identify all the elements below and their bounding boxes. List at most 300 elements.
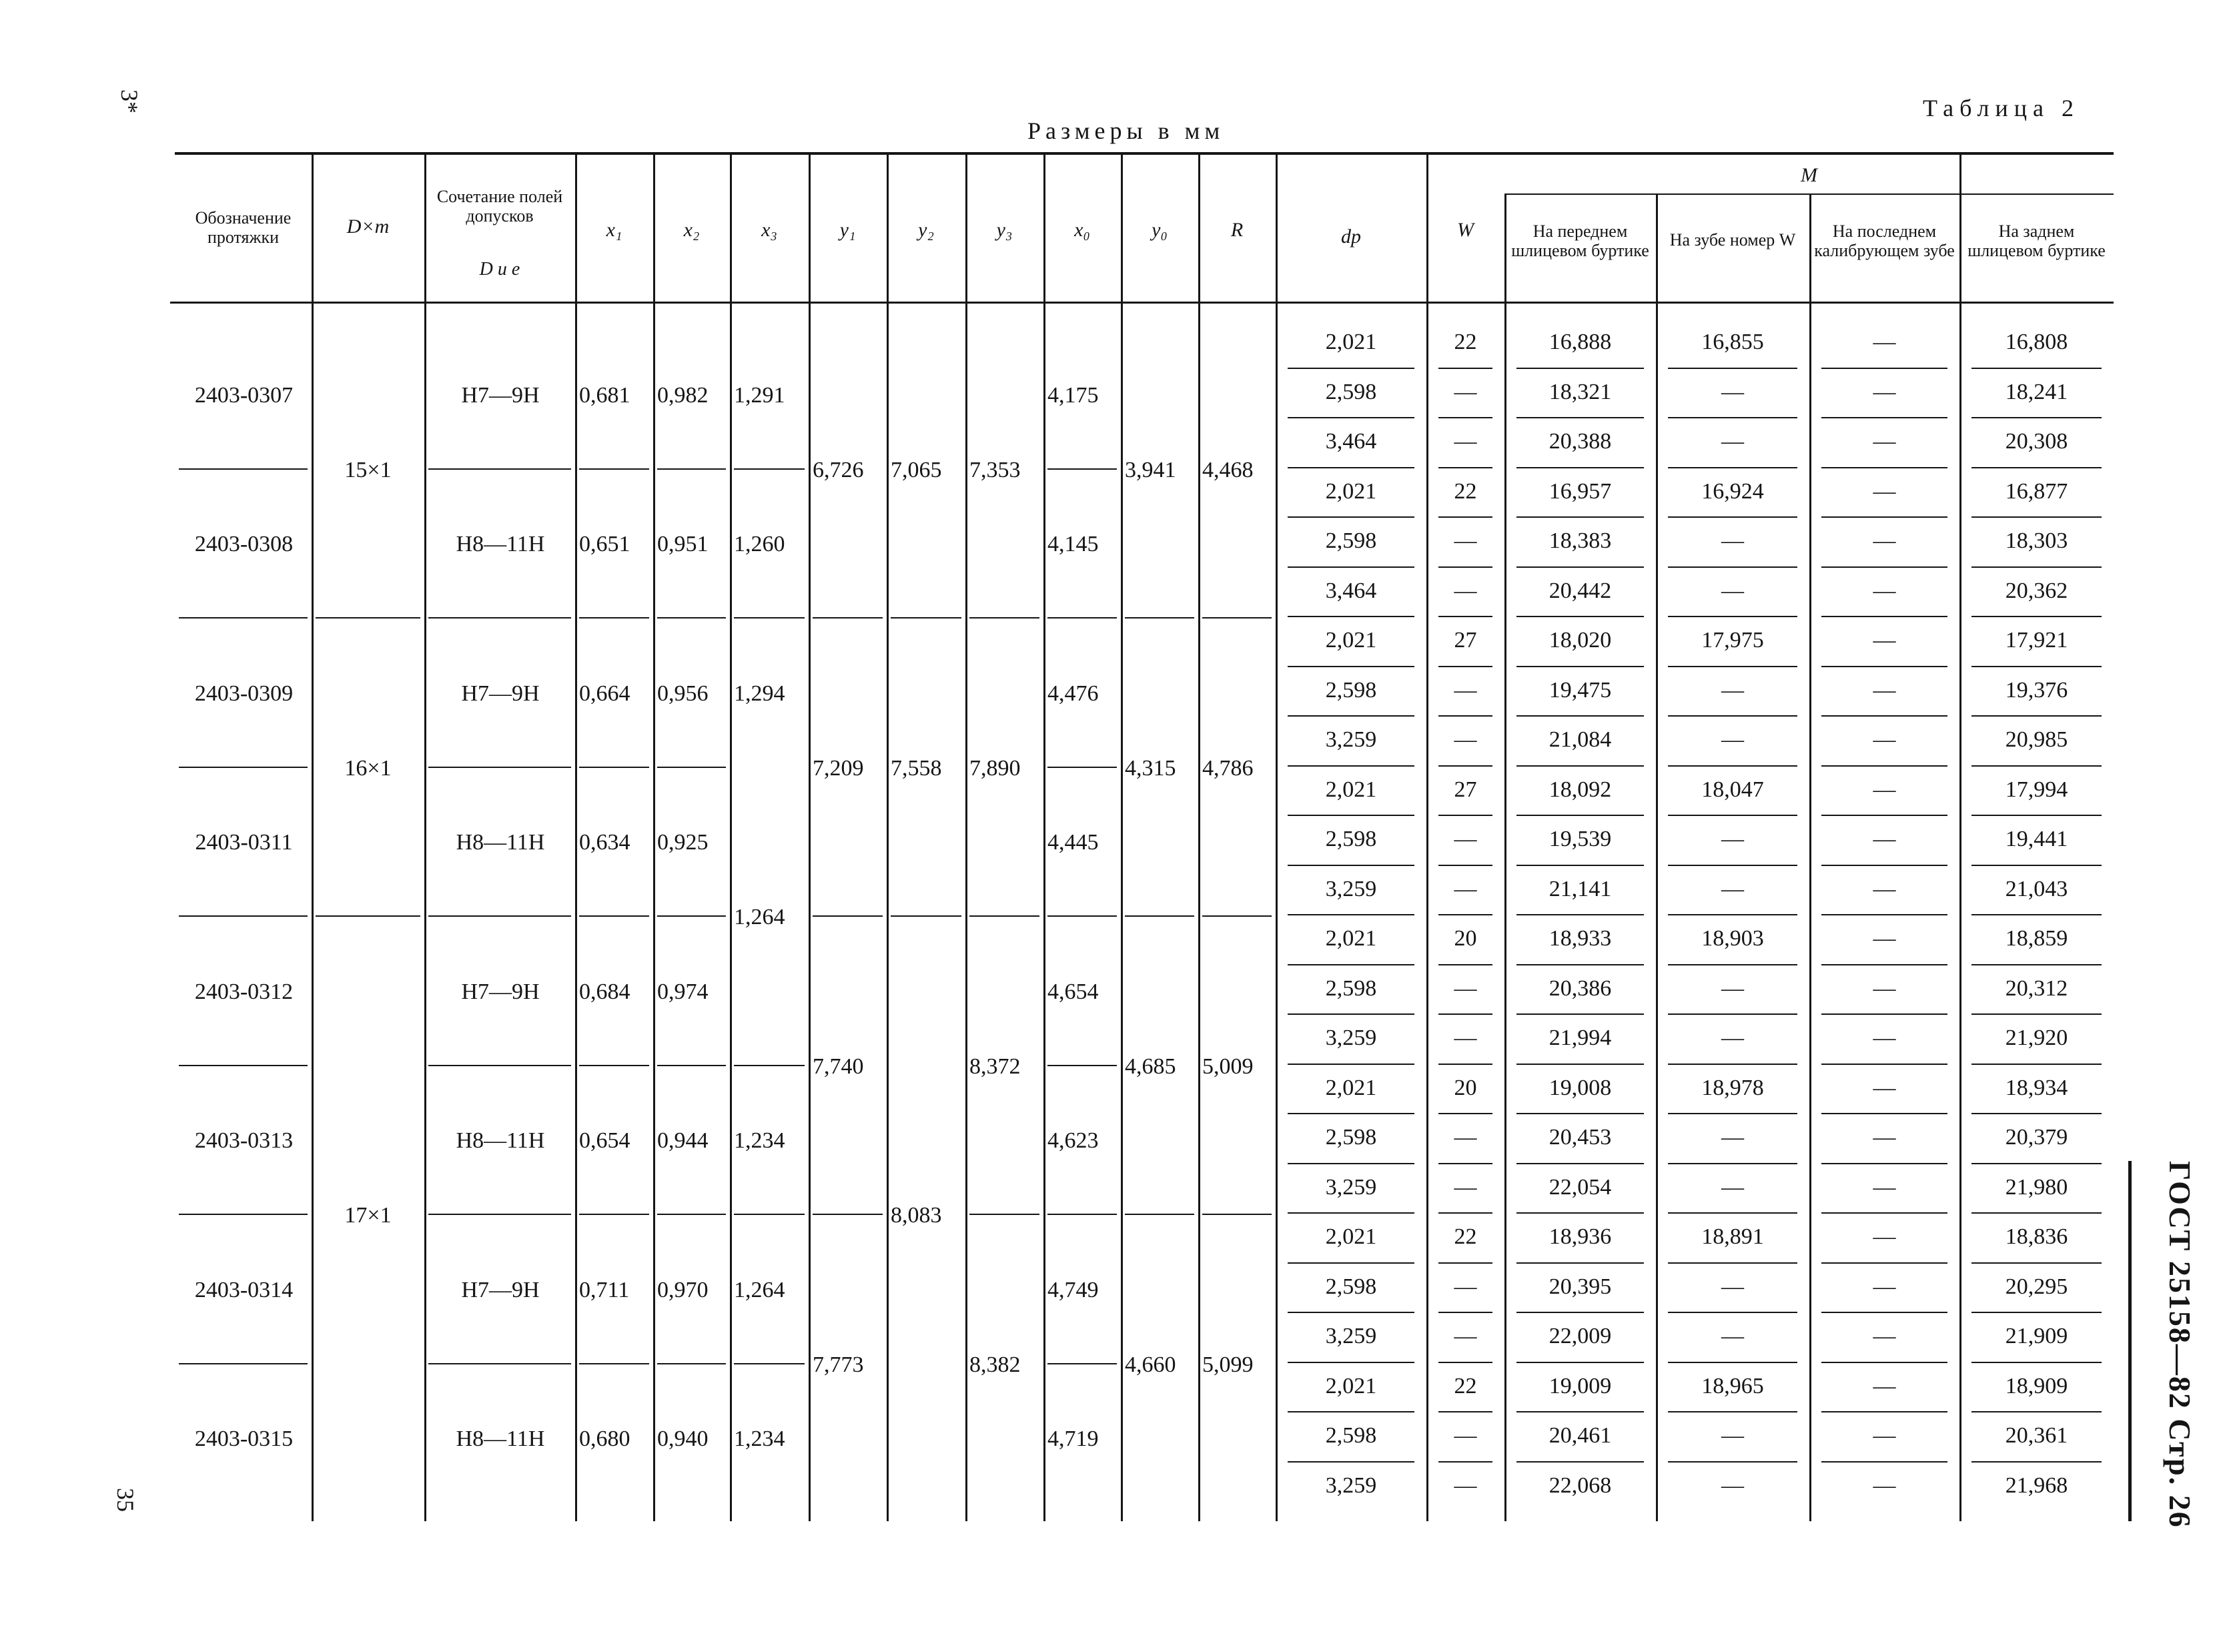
- row-rule: [1668, 368, 1797, 369]
- group-rule: [579, 767, 649, 768]
- cell-y2: 7,065: [891, 457, 942, 482]
- cell-y3: 8,372: [969, 1054, 1021, 1079]
- cell-m4: 19,376: [2005, 677, 2068, 703]
- cell-m1: 18,092: [1548, 777, 1612, 802]
- group-rule: [1202, 617, 1272, 618]
- cell-m4: 17,994: [2005, 777, 2068, 802]
- column-divider: [1198, 155, 1200, 1521]
- row-rule: [1668, 1362, 1797, 1363]
- cell-m2: —: [1721, 1473, 1744, 1498]
- cell-m2: —: [1721, 1174, 1744, 1200]
- cell-m2: 18,903: [1701, 926, 1764, 951]
- cell-dp: 3,464: [1325, 429, 1377, 454]
- row-rule: [1821, 1212, 1947, 1214]
- sheet-mark: 3*: [116, 89, 143, 113]
- gost-standard-label: ГОСТ 25158—82 Стр. 26: [2163, 1161, 2197, 1529]
- row-rule: [1288, 368, 1414, 369]
- row-rule: [1516, 815, 1644, 816]
- row-rule: [1821, 1262, 1947, 1264]
- cell-w: —: [1454, 1423, 1477, 1448]
- group-rule: [1047, 1214, 1117, 1215]
- group-rule: [316, 617, 420, 618]
- cell-x2: 0,951: [657, 532, 709, 557]
- cell-m4: 20,985: [2005, 727, 2068, 752]
- cell-dp: 2,598: [1325, 528, 1377, 553]
- row-rule: [1821, 516, 1947, 518]
- cell-designation: 2403-0307: [194, 382, 294, 408]
- cell-m4: 21,043: [2005, 876, 2068, 901]
- column-divider: [312, 155, 314, 1521]
- group-rule: [734, 1363, 805, 1364]
- row-rule: [1668, 1163, 1797, 1164]
- group-rule: [179, 1065, 308, 1066]
- cell-w: 27: [1454, 777, 1477, 802]
- col-header-m: M: [1801, 164, 1817, 186]
- cell-w: 27: [1454, 628, 1477, 653]
- col-header-m_tooth: На зубе номер W: [1669, 230, 1796, 250]
- cell-dp: 3,259: [1325, 1324, 1377, 1348]
- row-rule: [1438, 1163, 1492, 1164]
- group-rule: [579, 1065, 649, 1066]
- group-rule: [657, 617, 726, 618]
- cell-dp: 3,259: [1325, 1174, 1377, 1200]
- cell-tolerance: H8—11H: [456, 1128, 545, 1154]
- row-rule: [1821, 715, 1947, 717]
- row-rule: [1516, 666, 1644, 667]
- cell-m3: —: [1873, 1423, 1896, 1448]
- row-rule: [1438, 715, 1492, 717]
- cell-designation: 2403-0315: [194, 1426, 294, 1452]
- row-rule: [1288, 1013, 1414, 1015]
- cell-dp: 2,021: [1325, 1373, 1377, 1398]
- cell-x1: 0,680: [579, 1426, 630, 1452]
- group-rule: [1125, 617, 1194, 618]
- group-rule: [179, 767, 308, 768]
- cell-m3: —: [1873, 777, 1896, 802]
- cell-x2: 0,925: [657, 830, 709, 855]
- cell-tolerance: H7—9H: [461, 681, 540, 706]
- group-rule: [428, 1214, 571, 1215]
- row-rule: [1668, 516, 1797, 518]
- row-rule: [1971, 765, 2102, 767]
- cell-m1: 21,141: [1548, 876, 1612, 901]
- cell-tolerance: H7—9H: [461, 979, 540, 1004]
- cell-m1: 21,994: [1548, 1025, 1612, 1050]
- cell-r: 5,099: [1202, 1352, 1254, 1377]
- row-rule: [1288, 417, 1414, 418]
- cell-m3: —: [1873, 478, 1896, 504]
- row-rule: [1821, 1461, 1947, 1463]
- cell-m2: —: [1721, 1423, 1744, 1448]
- row-rule: [1438, 1113, 1492, 1114]
- col-header-m_rear: На заднем шлицевом буртике: [1967, 222, 2106, 261]
- cell-m3: —: [1873, 975, 1896, 1001]
- row-rule: [1668, 1312, 1797, 1313]
- cell-dxm: 17×1: [344, 1203, 392, 1228]
- col-header-designation: Обозначение протяжки: [195, 208, 292, 248]
- group-rule: [1202, 915, 1272, 917]
- column-divider: [730, 155, 732, 1521]
- cell-m4: 16,808: [2005, 330, 2068, 354]
- cell-m1: 19,009: [1548, 1373, 1612, 1398]
- row-rule: [1821, 1163, 1947, 1164]
- row-rule: [1516, 1013, 1644, 1015]
- cell-m4: 21,920: [2005, 1025, 2068, 1050]
- cell-m2: —: [1721, 1324, 1744, 1348]
- cell-m1: 19,475: [1548, 677, 1612, 703]
- cell-m2: 18,047: [1701, 777, 1764, 802]
- row-rule: [1821, 566, 1947, 568]
- row-rule: [1438, 1212, 1492, 1214]
- row-rule: [1821, 865, 1947, 866]
- row-rule: [1668, 566, 1797, 568]
- cell-x3: 1,291: [734, 382, 785, 408]
- row-rule: [1821, 467, 1947, 468]
- row-rule: [1971, 815, 2102, 816]
- row-rule: [1438, 1064, 1492, 1065]
- cell-m4: 20,312: [2005, 975, 2068, 1001]
- group-rule: [428, 468, 571, 470]
- cell-tolerance: H8—11H: [456, 1426, 545, 1452]
- row-rule: [1288, 1064, 1414, 1065]
- cell-m1: 20,388: [1548, 429, 1612, 454]
- group-rule: [579, 617, 649, 618]
- group-rule: [813, 1214, 883, 1215]
- cell-x1: 0,634: [579, 830, 630, 855]
- cell-w: —: [1454, 578, 1477, 603]
- cell-dp: 2,021: [1325, 628, 1377, 653]
- group-rule: [179, 1214, 308, 1215]
- group-rule: [1047, 767, 1117, 768]
- row-rule: [1821, 368, 1947, 369]
- group-rule: [891, 617, 961, 618]
- cell-m4: 20,361: [2005, 1423, 2068, 1448]
- row-rule: [1668, 1461, 1797, 1463]
- cell-x0: 4,654: [1047, 979, 1099, 1004]
- cell-y1: 7,740: [813, 1054, 864, 1079]
- row-rule: [1516, 865, 1644, 866]
- cell-w: —: [1454, 1125, 1477, 1150]
- cell-m1: 19,539: [1548, 827, 1612, 851]
- row-rule: [1971, 1312, 2102, 1313]
- row-rule: [1971, 1362, 2102, 1363]
- cell-m2: 16,924: [1701, 478, 1764, 504]
- cell-w: —: [1454, 1324, 1477, 1348]
- row-rule: [1288, 616, 1414, 617]
- row-rule: [1288, 1212, 1414, 1214]
- row-rule: [1516, 765, 1644, 767]
- cell-r: 4,786: [1202, 755, 1254, 781]
- row-rule: [1668, 666, 1797, 667]
- cell-m3: —: [1873, 727, 1896, 752]
- row-rule: [1821, 616, 1947, 617]
- row-rule: [1438, 467, 1492, 468]
- row-rule: [1438, 1411, 1492, 1412]
- col-header-m_front: На переднем шлицевом буртике: [1511, 222, 1649, 261]
- cell-m3: —: [1873, 827, 1896, 851]
- row-rule: [1288, 1262, 1414, 1264]
- page-number: 35: [112, 1488, 139, 1512]
- cell-m2: —: [1721, 827, 1744, 851]
- units-label: Размеры в мм: [1027, 117, 1225, 144]
- cell-m3: —: [1873, 628, 1896, 653]
- group-rule: [657, 915, 726, 917]
- cell-dp: 2,598: [1325, 1274, 1377, 1299]
- row-rule: [1668, 914, 1797, 915]
- col-header-dxm: D×m: [346, 216, 390, 238]
- column-divider: [653, 155, 655, 1521]
- row-rule: [1438, 566, 1492, 568]
- cell-m4: 17,921: [2005, 628, 2068, 653]
- column-divider: [424, 155, 426, 1521]
- cell-x2: 0,982: [657, 382, 709, 408]
- cell-m2: —: [1721, 1025, 1744, 1050]
- cell-tolerance: H8—11H: [456, 830, 545, 855]
- cell-m4: 18,934: [2005, 1075, 2068, 1100]
- group-rule: [969, 617, 1039, 618]
- cell-y3: 8,382: [969, 1352, 1021, 1377]
- cell-x1: 0,651: [579, 532, 630, 557]
- cell-m3: —: [1873, 1473, 1896, 1498]
- row-rule: [1288, 1312, 1414, 1313]
- cell-m3: —: [1873, 876, 1896, 901]
- cell-m1: 22,054: [1548, 1174, 1612, 1200]
- cell-y0: 3,941: [1125, 457, 1176, 482]
- row-rule: [1438, 417, 1492, 418]
- cell-x2: 0,940: [657, 1426, 709, 1452]
- cell-dp: 2,021: [1325, 1224, 1377, 1249]
- group-rule: [579, 1363, 649, 1364]
- cell-m2: —: [1721, 1125, 1744, 1150]
- col-header-x0: x₀: [1074, 219, 1090, 241]
- header-bottom-rule: [170, 302, 2114, 304]
- cell-dp: 2,598: [1325, 827, 1377, 851]
- row-rule: [1516, 1362, 1644, 1363]
- row-rule: [1288, 715, 1414, 717]
- col-header-x1: x₁: [606, 219, 622, 241]
- row-rule: [1971, 1163, 2102, 1164]
- cell-dxm: 16×1: [344, 755, 392, 781]
- column-divider: [1043, 155, 1045, 1521]
- group-rule: [428, 617, 571, 618]
- cell-w: 20: [1454, 1075, 1477, 1100]
- cell-w: —: [1454, 727, 1477, 752]
- group-rule: [1047, 617, 1117, 618]
- group-rule: [657, 1065, 726, 1066]
- cell-dp: 3,259: [1325, 1025, 1377, 1050]
- cell-dp: 2,598: [1325, 1423, 1377, 1448]
- row-rule: [1288, 865, 1414, 866]
- group-rule: [1047, 915, 1117, 917]
- row-rule: [1971, 566, 2102, 568]
- cell-m4: 21,980: [2005, 1174, 2068, 1200]
- row-rule: [1288, 1461, 1414, 1463]
- row-rule: [1288, 815, 1414, 816]
- cell-x3: 1,264: [734, 1277, 785, 1302]
- col-header-m_last: На последнем калибрующем зубе: [1814, 222, 1955, 261]
- cell-dxm: 15×1: [344, 457, 392, 482]
- row-rule: [1516, 1461, 1644, 1463]
- cell-designation: 2403-0309: [194, 681, 294, 706]
- cell-x2: 0,970: [657, 1277, 709, 1302]
- row-rule: [1516, 368, 1644, 369]
- row-rule: [1516, 1113, 1644, 1114]
- cell-x2: 0,974: [657, 979, 709, 1004]
- row-rule: [1668, 467, 1797, 468]
- row-rule: [1438, 815, 1492, 816]
- group-rule: [316, 915, 420, 917]
- group-rule: [657, 468, 726, 470]
- row-rule: [1821, 417, 1947, 418]
- row-rule: [1288, 566, 1414, 568]
- row-rule: [1438, 368, 1492, 369]
- cell-m2: —: [1721, 876, 1744, 901]
- row-rule: [1438, 765, 1492, 767]
- row-rule: [1438, 1362, 1492, 1363]
- cell-w: —: [1454, 677, 1477, 703]
- row-rule: [1821, 914, 1947, 915]
- table-label: Таблица 2: [1923, 95, 2080, 121]
- row-rule: [1971, 516, 2102, 518]
- group-rule: [1047, 468, 1117, 470]
- cell-dp: 2,021: [1325, 478, 1377, 504]
- cell-y1: 7,773: [813, 1352, 864, 1377]
- group-rule: [428, 1065, 571, 1066]
- cell-designation: 2403-0312: [194, 979, 294, 1004]
- row-rule: [1516, 715, 1644, 717]
- row-rule: [1288, 1113, 1414, 1114]
- group-rule: [891, 915, 961, 917]
- cell-x3: 1,294: [734, 681, 785, 706]
- cell-w: —: [1454, 1473, 1477, 1498]
- col-header-r: R: [1230, 219, 1244, 241]
- row-rule: [1288, 964, 1414, 965]
- cell-m2: —: [1721, 677, 1744, 703]
- cell-w: —: [1454, 876, 1477, 901]
- cell-m2: —: [1721, 1274, 1744, 1299]
- group-rule: [969, 915, 1039, 917]
- row-rule: [1821, 765, 1947, 767]
- cell-m1: 19,008: [1548, 1075, 1612, 1100]
- cell-m1: 20,395: [1548, 1274, 1612, 1299]
- group-rule: [734, 1214, 805, 1215]
- cell-dp: 2,598: [1325, 1125, 1377, 1150]
- cell-m4: 18,241: [2005, 379, 2068, 404]
- cell-dp: 2,021: [1325, 926, 1377, 951]
- cell-m2: 18,978: [1701, 1075, 1764, 1100]
- cell-w: —: [1454, 827, 1477, 851]
- row-rule: [1668, 964, 1797, 965]
- cell-y0: 4,315: [1125, 755, 1176, 781]
- cell-m3: —: [1873, 926, 1896, 951]
- cell-m3: —: [1873, 330, 1896, 354]
- row-rule: [1438, 666, 1492, 667]
- cell-m1: 18,936: [1548, 1224, 1612, 1249]
- column-divider: [887, 155, 889, 1521]
- cell-w: —: [1454, 975, 1477, 1001]
- row-rule: [1971, 666, 2102, 667]
- cell-w: —: [1454, 1025, 1477, 1050]
- column-divider: [809, 155, 811, 1521]
- row-rule: [1971, 1013, 2102, 1015]
- cell-dp: 3,259: [1325, 1473, 1377, 1498]
- group-rule: [579, 915, 649, 917]
- cell-m2: 16,855: [1701, 330, 1764, 354]
- cell-tolerance: H7—9H: [461, 1277, 540, 1302]
- cell-x1: 0,664: [579, 681, 630, 706]
- row-rule: [1288, 1362, 1414, 1363]
- cell-m1: 21,084: [1548, 727, 1612, 752]
- cell-dp: 3,259: [1325, 727, 1377, 752]
- cell-designation: 2403-0308: [194, 532, 294, 557]
- row-rule: [1516, 914, 1644, 915]
- row-rule: [1971, 1411, 2102, 1412]
- row-rule: [1288, 765, 1414, 767]
- cell-dp: 2,598: [1325, 379, 1377, 404]
- cell-m2: 17,975: [1701, 628, 1764, 653]
- cell-tolerance: H8—11H: [456, 532, 545, 557]
- cell-x3: 1,234: [734, 1128, 785, 1154]
- group-rule: [813, 617, 883, 618]
- col-header-x3: x₃: [761, 219, 777, 241]
- row-rule: [1971, 1262, 2102, 1264]
- row-rule: [1438, 1461, 1492, 1463]
- gost-side-rule: [2128, 1161, 2132, 1521]
- cell-m1: 20,453: [1548, 1125, 1612, 1150]
- row-rule: [1668, 1013, 1797, 1015]
- col-header-x2: x₂: [683, 219, 700, 241]
- row-rule: [1821, 1411, 1947, 1412]
- cell-m4: 18,303: [2005, 528, 2068, 553]
- row-rule: [1821, 1312, 1947, 1313]
- cell-m3: —: [1873, 1373, 1896, 1398]
- row-rule: [1821, 964, 1947, 965]
- cell-x1: 0,711: [579, 1277, 630, 1302]
- col-header-y0: y₀: [1152, 219, 1168, 241]
- cell-m2: 18,891: [1701, 1224, 1764, 1249]
- cell-r: 5,009: [1202, 1054, 1254, 1079]
- row-rule: [1438, 1312, 1492, 1313]
- cell-m1: 20,442: [1548, 578, 1612, 603]
- row-rule: [1971, 417, 2102, 418]
- cell-dp: 2,021: [1325, 1075, 1377, 1100]
- cell-m1: 18,933: [1548, 926, 1612, 951]
- group-rule: [1125, 915, 1194, 917]
- row-rule: [1668, 815, 1797, 816]
- row-rule: [1668, 715, 1797, 717]
- group-rule: [734, 617, 805, 618]
- cell-m4: 18,836: [2005, 1224, 2068, 1249]
- cell-m3: —: [1873, 429, 1896, 454]
- row-rule: [1438, 914, 1492, 915]
- cell-designation: 2403-0314: [194, 1277, 294, 1302]
- row-rule: [1821, 666, 1947, 667]
- group-rule: [1125, 1214, 1194, 1215]
- row-rule: [1668, 1113, 1797, 1114]
- cell-x0: 4,719: [1047, 1426, 1099, 1452]
- row-rule: [1516, 417, 1644, 418]
- cell-dp: 3,464: [1325, 578, 1377, 603]
- cell-m3: —: [1873, 1224, 1896, 1249]
- cell-dp: 2,598: [1325, 975, 1377, 1001]
- row-rule: [1668, 1212, 1797, 1214]
- group-rule: [428, 767, 571, 768]
- group-rule: [179, 1363, 308, 1364]
- cell-x0: 4,445: [1047, 830, 1099, 855]
- cell-w: —: [1454, 379, 1477, 404]
- row-rule: [1971, 467, 2102, 468]
- group-rule: [1047, 1065, 1117, 1066]
